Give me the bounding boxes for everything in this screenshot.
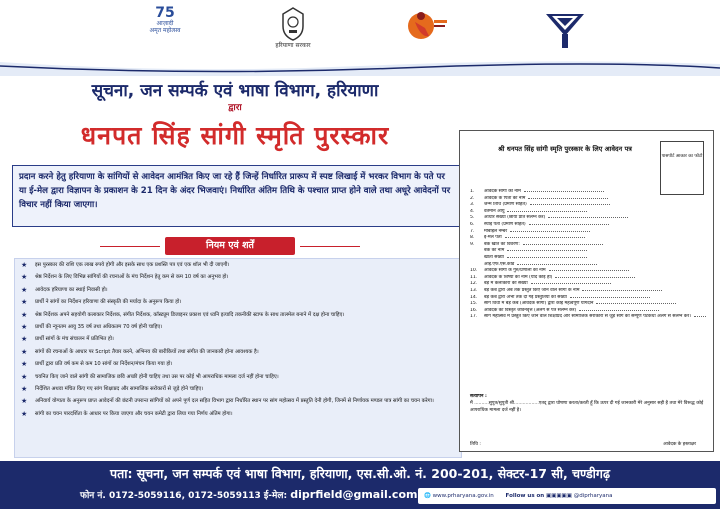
- form-field-row: [470, 295, 706, 302]
- form-field-line[interactable]: [531, 283, 611, 284]
- culture-logo: [405, 6, 451, 46]
- rule-item: [19, 287, 457, 297]
- form-field-number: 15.: [470, 301, 478, 307]
- form-field-row: [470, 209, 706, 216]
- form-field-line[interactable]: [524, 191, 604, 192]
- form-field-line[interactable]: [517, 264, 597, 265]
- form-field-number: 12.: [470, 281, 478, 287]
- form-field-number: 3.: [470, 202, 475, 208]
- form-field-label: मोबाइल नम्बर: [484, 228, 508, 234]
- form-field-label: सांग विधा में बेड़े कब (आवेदक सांगी) द्वारा कोई महत्वपूर्ण योगदान: [484, 301, 594, 307]
- rule-item: [19, 398, 457, 408]
- rule-text: प्रार्थी द्वारा प्रति वर्ष कम से कम 10 सांगों का निर्देशन/मंचन किया गया हो।: [35, 361, 173, 368]
- footer-follow: Follow us on: [505, 493, 545, 499]
- star-bullet-icon: ★: [21, 360, 28, 369]
- footer-email[interactable]: diprfield@gmail.com: [290, 488, 418, 501]
- form-fields: [470, 189, 706, 321]
- rules-heading-line-left: [100, 246, 160, 247]
- logo-band: [0, 0, 720, 62]
- form-field-line[interactable]: [555, 277, 635, 278]
- azadi-logo: [130, 6, 200, 34]
- form-field-label: आई.एफ.एस.कोड: [484, 261, 515, 267]
- form-field-number: 16.: [470, 307, 478, 313]
- form-field-row: [470, 288, 706, 295]
- form-title: श्री धनपत सिंह सांगी स्मृति पुरस्कार के लिए आवेदन पत्र: [498, 145, 632, 153]
- form-field-label: बैंक खाते का विवरण:: [484, 241, 520, 247]
- haryana-emblem: [273, 6, 313, 49]
- star-bullet-icon: ★: [21, 335, 28, 344]
- rule-item: [19, 312, 457, 322]
- rule-item: [19, 361, 457, 371]
- form-field-number: 11.: [470, 274, 478, 280]
- form-field-number: 5.: [470, 215, 475, 221]
- rule-text: प्रार्थी ने सांगों का निर्देशन हरियाणा की संस्कृति की मर्यादा के अनुरूप किया हो।: [35, 299, 182, 306]
- rule-item: [19, 262, 457, 272]
- rule-text: आवेदक हरियाणा का स्थाई निवासी हो।: [35, 286, 108, 293]
- application-form: [459, 130, 714, 452]
- footer: [0, 461, 720, 509]
- form-field-line[interactable]: [528, 198, 608, 199]
- form-field-number: 17.: [470, 314, 478, 320]
- form-field-number: 2.: [470, 195, 475, 201]
- rules-heading-line-right: [300, 246, 360, 247]
- form-field-number: 10.: [470, 268, 478, 274]
- form-field-label: सांग महोत्सव में प्रस्तुत किए जाने वाले शिक्षाप्रद और सामाजिक सरोकारों से जुड़े सांग की सम्पूर्ण पटकथा अलग से संलग्न करें।: [484, 314, 692, 320]
- star-bullet-icon: ★: [21, 347, 28, 356]
- form-field-label: बेड़े कब द्वारा अब तक प्रस्तुत किए जाने वाले सांगों के नाम: [484, 287, 580, 293]
- form-field-label: आधार संख्या (छाया प्रति संलग्न करें): [484, 215, 546, 221]
- form-field-row: [470, 222, 706, 229]
- rule-text: सांगों की रचनाओं के आधार पर Script तैयार करने, अभिनय की बारीकियों तथा संगीत की जानकारी होना आवश्यक है।: [35, 348, 259, 355]
- rules-list: [14, 258, 462, 458]
- azadi-line1: आज़ादी: [156, 20, 174, 27]
- form-field-row: [470, 202, 706, 209]
- footer-social: [418, 488, 716, 504]
- form-field-label: आवेदक के शिष्यों का नाम (यदि कोई हो): [484, 274, 553, 280]
- form-field-label: ई-मेल पता: [484, 235, 502, 241]
- form-field-line[interactable]: [529, 224, 609, 225]
- form-field-row: [470, 215, 706, 222]
- rule-item: [19, 374, 457, 384]
- form-field-number: 7.: [470, 228, 475, 234]
- star-bullet-icon: ★: [21, 285, 28, 294]
- rule-text: प्रार्थी की न्यूनतम आयु 35 वर्ष तथा अधिकतम 70 वर्ष होनी चाहिए।: [35, 323, 163, 330]
- form-field-label: स्थाई पता (प्रमाण सहित): [484, 221, 526, 227]
- form-field-line[interactable]: [523, 244, 603, 245]
- star-bullet-icon: ★: [21, 372, 28, 381]
- form-field-row: [470, 229, 706, 236]
- form-field-row: [470, 314, 706, 321]
- form-field-line[interactable]: [596, 303, 676, 304]
- star-bullet-icon: ★: [21, 409, 28, 418]
- form-field-label: आवेदक सांगी के गुरु/प्रणाली का नाम: [484, 268, 546, 274]
- form-field-line[interactable]: [582, 290, 662, 291]
- rule-text: प्रार्थी सांगों के मंच संचालन में प्रतिभित हो।: [35, 336, 114, 343]
- sign-row: [470, 441, 706, 447]
- header-wave: [0, 58, 720, 76]
- form-field-label: बैंक का नाम: [484, 248, 505, 254]
- form-field-number: 9.: [470, 241, 475, 247]
- form-field-number: 6.: [470, 221, 475, 227]
- form-field-line[interactable]: [548, 217, 628, 218]
- azadi-75: 75: [155, 5, 175, 21]
- form-field-label: आवेदक के पिता का नाम: [484, 195, 526, 201]
- star-bullet-icon: ★: [21, 397, 28, 406]
- form-field-row: [470, 275, 706, 282]
- form-field-row: [470, 301, 706, 308]
- form-field-line[interactable]: [507, 211, 587, 212]
- rule-text: सांगी का चयन पारदर्शिता के आधार पर किया जाएगा और चयन कमेटी द्वारा लिया गया निर्णय अंतिम होगा।: [35, 410, 233, 417]
- rule-text: अनिवार्य योग्यता के अनुरूप प्राप्त आवेदनों की छंटनी उपरान्त सांगियों को अपने पूर्ण दल सहित विभाग द्वारा निर्धारित स्थान पर सांग महोत्सव में प्रस्तुति देनी होगी, जिनमें से निर्णायक मण्डल पात्र सांगी का चयन करेगा।: [35, 398, 434, 405]
- rule-item: [19, 411, 457, 421]
- rule-item: [19, 386, 457, 396]
- form-field-label: बेड़े में कलाकारों की संख्या: [484, 281, 528, 287]
- dipr-icon: [542, 6, 588, 50]
- form-field-line[interactable]: [507, 250, 587, 251]
- form-field-line[interactable]: [579, 310, 659, 311]
- form-field-label: आवेदक का विस्तृत जीवनवृत्त (अलग से पत्र संलग्न करें): [484, 307, 577, 313]
- footer-website[interactable]: www.prharyana.gov.in: [432, 493, 494, 499]
- footer-contact: [80, 488, 417, 501]
- form-field-row: [470, 268, 706, 275]
- form-field-row: [470, 281, 706, 288]
- star-bullet-icon: ★: [21, 298, 28, 307]
- form-field-label: आवेदक सांगी का नाम: [484, 189, 521, 194]
- department-title: सूचना, जन सम्पर्क एवं भाषा विभाग, हरियाणा: [91, 81, 379, 101]
- form-field-line[interactable]: [505, 237, 585, 238]
- footer-handle[interactable]: @diprharyana: [573, 493, 613, 499]
- form-field-label: बेड़े कब द्वारा अभी तक दी गई प्रस्तुतियों की संख्या: [484, 294, 567, 300]
- declaration-text: मैं ..........सुपुत्र/सुपुत्री श्री.................एतद् द्वारा घोषणा करता/करती हूँ कि ऊपर दी गई जानकारी मेरे अनुसार सही है तथा मेरे विरूद्ध कोई आपराधिक मामला दर्ज नहीं है।: [470, 401, 704, 413]
- social-icons: ▣▣▣▣▣: [545, 493, 572, 499]
- photo-box: पासपोर्ट आकार का फोटो: [660, 141, 704, 195]
- declaration-heading: सत्यापन :: [470, 394, 487, 399]
- form-field-row: [470, 308, 706, 315]
- signature-label: आवेदक के हस्ताक्षर: [663, 442, 696, 447]
- form-field-label: जन्म तिथि (प्रमाण सहित): [484, 202, 527, 208]
- star-bullet-icon: ★: [21, 384, 28, 393]
- emblem-icon: [279, 6, 307, 42]
- date-label: तिथि :: [470, 442, 481, 447]
- star-bullet-icon: ★: [21, 273, 28, 282]
- form-field-line[interactable]: [694, 316, 706, 317]
- form-field-row: [470, 235, 706, 242]
- form-field-row: [470, 255, 706, 262]
- form-field-line[interactable]: [549, 270, 629, 271]
- rules-heading: नियम एवं शर्तें: [165, 237, 295, 255]
- form-field-line[interactable]: [507, 257, 587, 258]
- form-field-number: 1.: [470, 189, 475, 194]
- rule-item: [19, 349, 457, 359]
- dancer-icon: [407, 6, 449, 46]
- rule-text: चयनित किए जाने वाले सांगी की सामाजिक छवि अच्छी होनी चाहिए तथा उस पर कोई भी आपराधिक मामला दर्ज नहीं होना चाहिए।: [35, 373, 279, 380]
- form-field-label: खाता संख्या: [484, 254, 504, 260]
- azadi-line2: अमृत महोत्सव: [149, 27, 181, 34]
- form-field-row: [470, 242, 706, 249]
- form-field-number: 14.: [470, 294, 478, 300]
- form-field-row: [470, 189, 706, 196]
- form-field-row: [470, 196, 706, 203]
- form-field-row: [470, 248, 706, 255]
- rule-text: निर्देशित अथवा मंचित किए गए सांग शिक्षाप्रद और सामाजिक सरोकारों से जुड़े होने चाहिए।: [35, 385, 204, 392]
- form-field-row: [470, 262, 706, 269]
- form-field-number: 13.: [470, 287, 478, 293]
- rule-item: [19, 299, 457, 309]
- form-field-number: 8.: [470, 235, 475, 241]
- form-field-line[interactable]: [570, 297, 650, 298]
- form-field-line[interactable]: [510, 231, 590, 232]
- rule-item: [19, 336, 457, 346]
- rule-item: [19, 274, 457, 284]
- rule-text: श्रेष्ठ निर्देशन के लिए विभिन्न सांगियों की रचनाओं के मंच निर्देशन हेतु कम से कम 10 वर्ष का अनुभव हो।: [35, 274, 229, 281]
- by-text: द्वारा: [228, 103, 242, 113]
- footer-address: पता: सूचना, जन सम्पर्क एवं भाषा विभाग, हरियाणा, एस.सी.ओ. नं. 200-201, सेक्टर-17 सी, चण्डीगढ़: [109, 466, 610, 481]
- star-bullet-icon: ★: [21, 322, 28, 331]
- emblem-caption: हरियाणा सरकार: [275, 42, 311, 49]
- star-bullet-icon: ★: [21, 310, 28, 319]
- form-field-number: 4.: [470, 208, 475, 214]
- star-bullet-icon: ★: [21, 261, 28, 269]
- declaration: [470, 393, 706, 414]
- rule-text: श्रेष्ठ निर्देशक अपने सहयोगी कलाकार निर्देशक, संगीत निर्देशक, कॉस्ट्यूम डिजाइनर प्रकाश एवं ध्वनि इत्यादि तकनीकी स्टाफ के साथ तालमेल बनाने में दक्ष होना चाहिए।: [35, 311, 345, 318]
- globe-icon: 🌐: [424, 493, 431, 499]
- form-field-label: वर्तमान आयु: [484, 208, 505, 214]
- award-title: धनपत सिंह सांगी स्मृति पुरस्कार: [80, 121, 390, 150]
- dipr-logo: [540, 6, 590, 50]
- rule-text: इस पुरस्कार की राशि एक लाख रुपये होगी और इसके साथ एक प्रशस्ति पत्र एवं एक शॉल भी दी जाएगी।: [35, 262, 230, 268]
- form-field-line[interactable]: [530, 204, 610, 205]
- footer-phone: फोन नं. 0172-5059116, 0172-5059113 ई-मेल:: [80, 491, 288, 501]
- intro-box: प्रदान करने हेतु हरियाणा के सांगियों से आवेदन आमंत्रित किए जा रहे हैं जिन्हें निर्धारित प्रारूप में स्पष्ट लिखाई में भरकर विभाग के पते पर या ई-मेल द्वारा विज्ञापन के प्रकाशन के 21 दिन के अंदर भिजवाएं। निर्धारित अंतिम तिथि के पश्चात प्राप्त होने वाले तथा अधूरे आवेदनों पर विचार नहीं किया जाएगा।: [12, 165, 460, 227]
- rule-item: [19, 324, 457, 334]
